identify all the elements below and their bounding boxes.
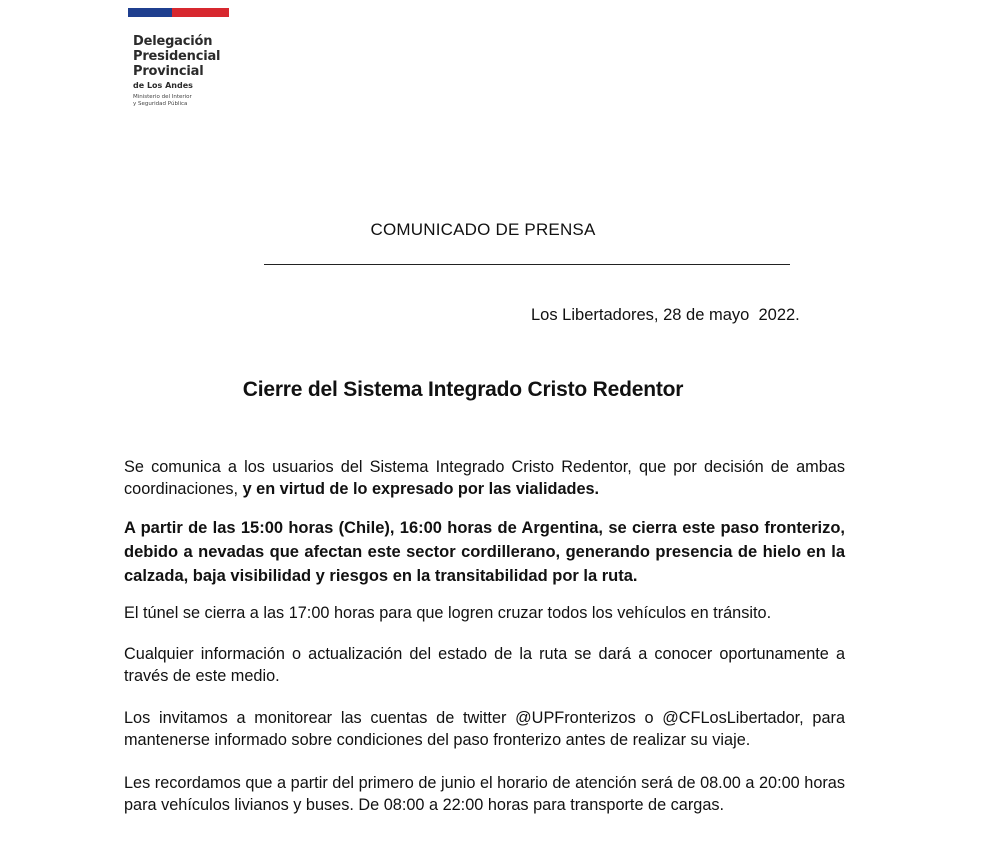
document-title: Cierre del Sistema Integrado Cristo Redentor: [242, 378, 684, 401]
paragraph-5-twitter: Los invitamos a monitorear las cuentas de twitter @UPFronterizos o @CFLosLibertador, para mantenerse informado sobre condiciones del paso fronterizo antes de realizar su viaje.: [124, 709, 845, 749]
logo-line-2: Presidencial: [133, 49, 221, 64]
institution-logo: [133, 34, 273, 107]
paragraph-1: [124, 456, 845, 500]
date-line: Los Libertadores, 28 de mayo 2022.: [531, 306, 800, 324]
logo-subtitle: de Los Andes: [133, 81, 193, 90]
paragraph-4-updates: Cualquier información o actualización del estado de la ruta se dará a conocer oportunamente a través de este medio.: [124, 645, 845, 685]
logo-line-3: Provincial: [133, 64, 204, 79]
logo-ministry-line-2: y Seguridad Pública: [133, 100, 188, 107]
chile-flag-bar: [128, 8, 229, 17]
paragraph-3-tunnel: El túnel se cierra a las 17:00 horas para que logren cruzar todos los vehículos en tránsito.: [124, 604, 772, 622]
flag-blue-segment: [128, 8, 172, 17]
flag-red-segment: [172, 8, 229, 17]
document-type-heading: COMUNICADO DE PRENSA: [370, 220, 596, 239]
paragraph-6-schedule: Les recordamos que a partir del primero de junio el horario de atención será de 08.00 a 20:00 horas para vehículos livianos y buses. De 08:00 a 22:00 horas para transporte de cargas.: [124, 774, 845, 814]
paragraph-1-regular: Se comunica a los usuarios del Sistema Integrado Cristo Redentor, que por decisión de ambas coordinaciones,: [124, 458, 845, 498]
logo-ministry-line-1: Ministerio del Interior: [133, 94, 192, 100]
paragraph-2-closure-notice: A partir de las 15:00 horas (Chile), 16:00 horas de Argentina, se cierra este paso fronterizo, debido a nevadas que afectan este sector cordillerano, generando presencia de hielo en la calzada, baja visibilidad y riesgos en la transitabilidad por la ruta.: [124, 519, 845, 585]
document-body: [124, 456, 845, 829]
logo-line-1: Delegación: [133, 34, 213, 49]
paragraph-1-bold: y en virtud de lo expresado por las vialidades.: [242, 480, 600, 498]
heading-rule: [264, 264, 790, 265]
